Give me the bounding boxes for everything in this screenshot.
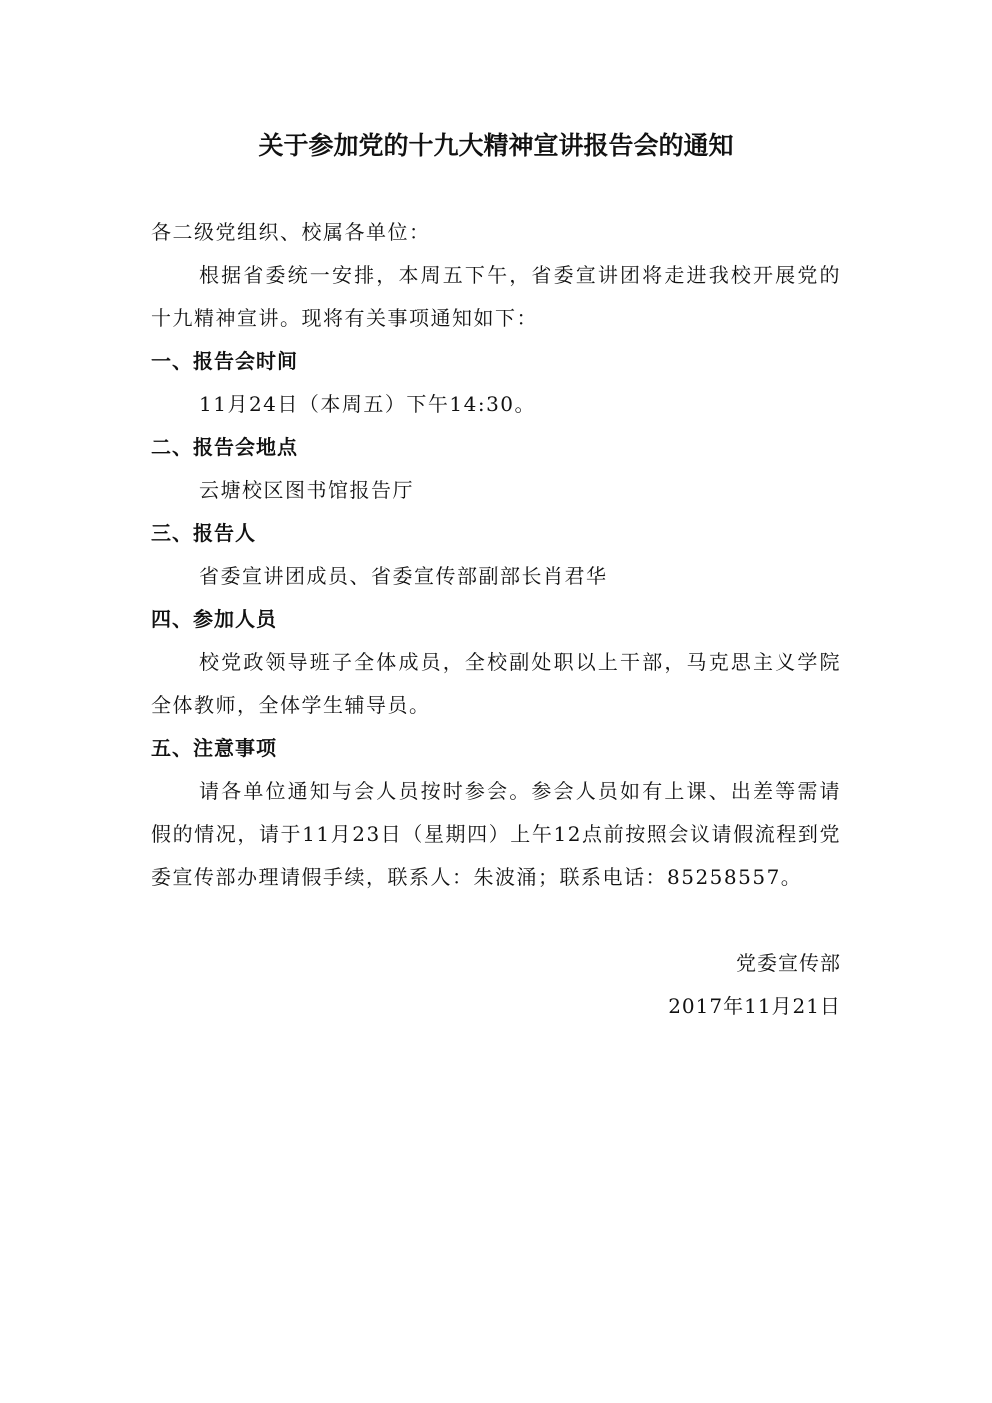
- section-heading: 五、注意事项: [151, 736, 277, 760]
- section-body: 请各单位通知与会人员按时参会。参会人员如有上课、出差等需请假的情况，请于11月23日（星期四）上午12点前按照会议请假流程到党委宣传部办理请假手续，联系人：朱波涌；联系电话：85258557。: [151, 779, 841, 889]
- intro-paragraph: 根据省委统一安排，本周五下午，省委宣讲团将走进我校开展党的十九精神宣讲。现将有关事项通知如下：: [151, 263, 841, 330]
- section-heading: 三、报告人: [151, 521, 256, 545]
- signature-department: 党委宣传部: [736, 951, 841, 975]
- document-body: [151, 211, 841, 1028]
- section-body: 校党政领导班子全体成员，全校副处职以上干部，马克思主义学院全体教师，全体学生辅导员。: [151, 650, 841, 717]
- section-heading: 一、报告会时间: [151, 349, 298, 373]
- signature-spacer: [151, 899, 841, 942]
- section-time: [151, 340, 841, 426]
- section-speaker: [151, 512, 841, 598]
- section-body: 省委宣讲团成员、省委宣传部副部长肖君华: [199, 564, 608, 588]
- section-heading: 二、报告会地点: [151, 435, 298, 459]
- section-attendees: [151, 598, 841, 727]
- section-body: 云塘校区图书馆报告厅: [199, 478, 414, 502]
- document-title: 关于参加党的十九大精神宣讲报告会的通知: [258, 131, 734, 160]
- section-body: 11月24日（本周五）下午14:30。: [199, 392, 537, 416]
- section-heading: 四、参加人员: [151, 607, 277, 631]
- section-location: [151, 426, 841, 512]
- salutation: 各二级党组织、校属各单位：: [151, 220, 431, 244]
- section-notes: [151, 727, 841, 899]
- signature-date: 2017年11月21日: [668, 994, 841, 1018]
